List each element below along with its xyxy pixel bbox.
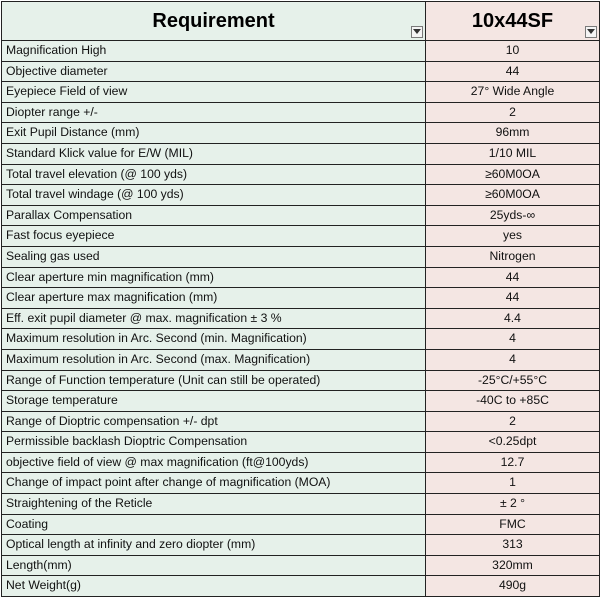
value-cell[interactable]: 10 [426,41,600,62]
dropdown-arrow-icon [587,29,595,35]
requirement-cell[interactable]: Magnification High [2,41,426,62]
value-cell[interactable]: 44 [426,288,600,309]
value-cell[interactable]: 96mm [426,123,600,144]
table-row [2,576,600,597]
table-row [2,555,600,576]
table-row [2,267,600,288]
table-row [2,246,600,267]
requirement-cell[interactable]: Total travel elevation (@ 100 yds) [2,164,426,185]
value-cell[interactable]: 44 [426,61,600,82]
table-row [2,102,600,123]
table-row [2,329,600,350]
requirement-cell[interactable]: Maximum resolution in Arc. Second (min. Magnification) [2,329,426,350]
requirement-cell[interactable]: Fast focus eyepiece [2,226,426,247]
requirement-cell[interactable]: Eyepiece Field of view [2,82,426,103]
value-cell[interactable]: ≥60M0OA [426,164,600,185]
table-row [2,452,600,473]
table-row [2,61,600,82]
table-row [2,432,600,453]
value-cell[interactable]: -25°C/+55°C [426,370,600,391]
value-cell[interactable]: 313 [426,535,600,556]
requirement-cell[interactable]: Net Weight(g) [2,576,426,597]
requirement-cell[interactable]: Clear aperture max magnification (mm) [2,288,426,309]
table-row [2,226,600,247]
requirement-cell[interactable]: Exit Pupil Distance (mm) [2,123,426,144]
table-row [2,494,600,515]
table-row [2,349,600,370]
requirement-cell[interactable]: Optical length at infinity and zero diopter (mm) [2,535,426,556]
table-row [2,185,600,206]
table-row [2,308,600,329]
requirement-cell[interactable]: Coating [2,514,426,535]
value-cell[interactable]: 4.4 [426,308,600,329]
header-model [426,2,600,41]
requirement-cell[interactable]: Parallax Compensation [2,205,426,226]
value-cell[interactable]: 490g [426,576,600,597]
value-cell[interactable]: -40C to +85C [426,391,600,412]
requirement-cell[interactable]: Range of Function temperature (Unit can still be operated) [2,370,426,391]
table-row [2,514,600,535]
value-cell[interactable]: 320mm [426,555,600,576]
table-row [2,143,600,164]
table-row [2,82,600,103]
spec-sheet [1,1,599,599]
value-cell[interactable]: 1 [426,473,600,494]
value-cell[interactable]: <0.25dpt [426,432,600,453]
filter-dropdown-button[interactable] [411,26,423,38]
value-cell[interactable]: Nitrogen [426,246,600,267]
requirement-cell[interactable]: Diopter range +/- [2,102,426,123]
requirement-cell[interactable]: Eff. exit pupil diameter @ max. magnification ± 3 % [2,308,426,329]
requirement-cell[interactable]: Change of impact point after change of magnification (MOA) [2,473,426,494]
requirement-cell[interactable]: Standard Klick value for E/W (MIL) [2,143,426,164]
filter-dropdown-button[interactable] [585,26,597,38]
value-cell[interactable]: 4 [426,349,600,370]
value-cell[interactable]: 2 [426,102,600,123]
value-cell[interactable]: 1/10 MIL [426,143,600,164]
requirement-cell[interactable]: Sealing gas used [2,246,426,267]
table-row [2,473,600,494]
value-cell[interactable]: FMC [426,514,600,535]
value-cell[interactable]: ± 2 ° [426,494,600,515]
header-requirement [2,2,426,41]
table-row [2,164,600,185]
requirement-cell[interactable]: Maximum resolution in Arc. Second (max. Magnification) [2,349,426,370]
value-cell[interactable]: 4 [426,329,600,350]
requirement-cell[interactable]: objective field of view @ max magnification (ft@100yds) [2,452,426,473]
spec-table [1,1,600,597]
header-row [2,2,600,41]
header-requirement-label: Requirement [152,9,275,32]
table-row [2,288,600,309]
table-row [2,370,600,391]
value-cell[interactable]: 44 [426,267,600,288]
requirement-cell[interactable]: Clear aperture min magnification (mm) [2,267,426,288]
value-cell[interactable]: ≥60M0OA [426,185,600,206]
table-row [2,205,600,226]
requirement-cell[interactable]: Permissible backlash Dioptric Compensation [2,432,426,453]
requirement-cell[interactable]: Total travel windage (@ 100 yds) [2,185,426,206]
value-cell[interactable]: 2 [426,411,600,432]
value-cell[interactable]: 12.7 [426,452,600,473]
table-row [2,411,600,432]
requirement-cell[interactable]: Objective diameter [2,61,426,82]
table-row [2,391,600,412]
dropdown-arrow-icon [413,29,421,35]
requirement-cell[interactable]: Storage temperature [2,391,426,412]
requirement-cell[interactable]: Range of Dioptric compensation +/- dpt [2,411,426,432]
requirement-cell[interactable]: Straightening of the Reticle [2,494,426,515]
table-row [2,41,600,62]
value-cell[interactable]: yes [426,226,600,247]
table-row [2,535,600,556]
value-cell[interactable]: 27° Wide Angle [426,82,600,103]
value-cell[interactable]: 25yds-∞ [426,205,600,226]
table-row [2,123,600,144]
header-model-label: 10x44SF [471,9,554,32]
requirement-cell[interactable]: Length(mm) [2,555,426,576]
